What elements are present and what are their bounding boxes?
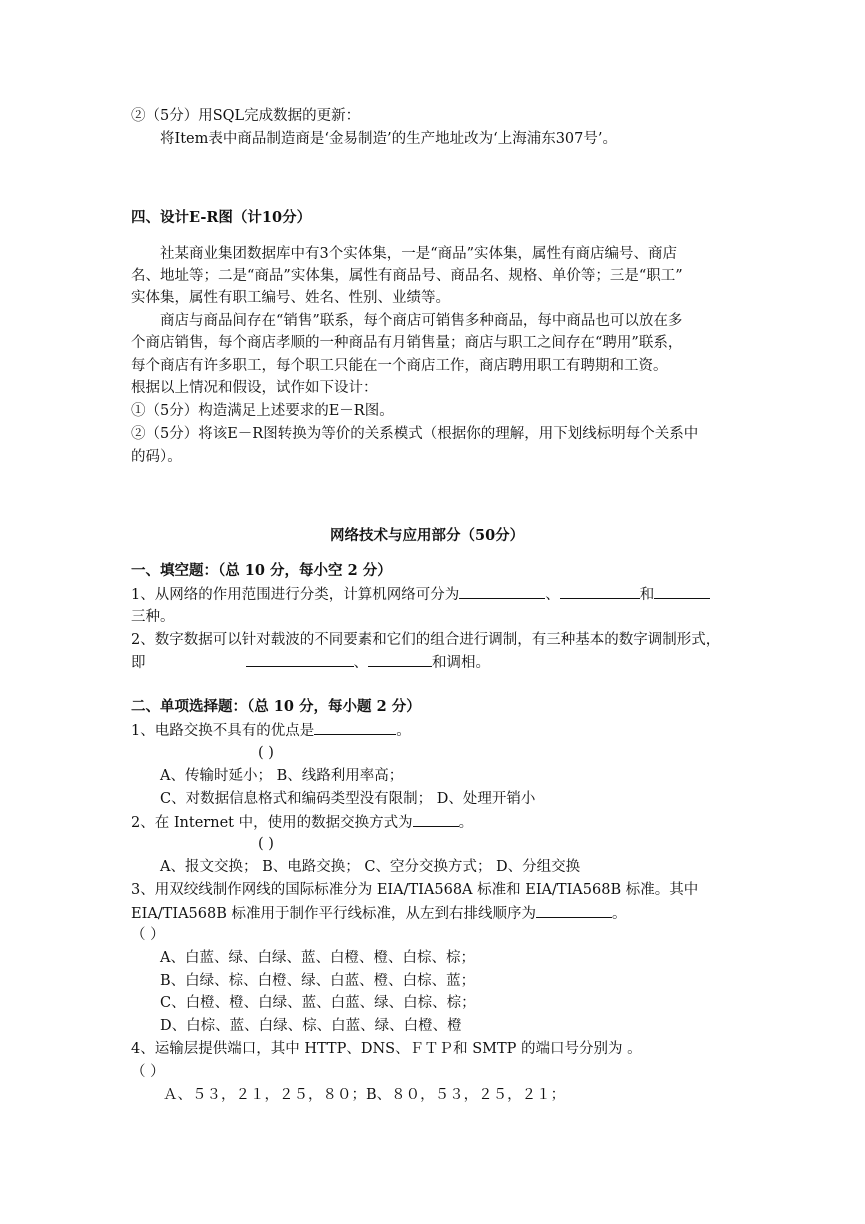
separator-text: 、 xyxy=(545,587,560,603)
answer-blank[interactable] xyxy=(314,720,396,735)
choice-options: A、传输时延小； B、线路利用率高； xyxy=(160,768,404,784)
choice-options: A、报文交换； B、电路交换； C、空分交换方式； D、分组交换 xyxy=(160,859,581,875)
choice-question xyxy=(131,812,473,833)
paragraph-line: 名、地址等；二是“商品”实体集，属性有商品号、商品名、规格、单价等；三是“职工” xyxy=(131,268,683,284)
answer-blank[interactable] xyxy=(560,584,640,599)
fill-question-text: 和调相。 xyxy=(432,655,490,671)
punctuation: 。 xyxy=(458,815,474,831)
answer-blank[interactable] xyxy=(246,652,354,667)
choice-option: D、白棕、蓝、白绿、棕、白蓝、绿、白橙、橙 xyxy=(160,1018,462,1034)
choice-question-text: 2、在 Internet 中，使用的数据交换方式为 xyxy=(131,815,413,831)
choice-question-text: 3、用双绞线制作网线的国际标准分为 EIA/TIA568A 标准和 EIA/TIA568B 标准。其中 xyxy=(131,882,699,898)
section-title: 四、设计E-R图（计10分） xyxy=(131,209,312,226)
paragraph-line: 个商店销售，每个商店孝顺的一种商品有月销售量；商店与职工之间存在“聘用”联系， xyxy=(131,335,683,351)
answer-parentheses[interactable]: ( ) xyxy=(258,836,274,852)
paragraph-line: 实体集，属性有职工编号、姓名、性别、业绩等。 xyxy=(131,290,450,306)
choice-question xyxy=(131,720,411,741)
question-text: 将Item表中商品制造商是‘金易制造’的生产地址改为‘上海浦东307号’。 xyxy=(160,131,617,147)
choice-question xyxy=(131,903,626,924)
answer-blank[interactable] xyxy=(413,812,459,827)
question-text: ②（5分）用SQL完成数据的更新： xyxy=(131,108,361,124)
connector-text: 和 xyxy=(639,587,655,603)
answer-blank[interactable] xyxy=(459,584,545,599)
answer-blank[interactable] xyxy=(368,652,432,667)
fill-question xyxy=(131,652,490,673)
choice-option: C、白橙、橙、白绿、蓝、白蓝、绿、白棕、棕； xyxy=(160,995,476,1011)
choice-option: A、白蓝、绿、白绿、蓝、白橙、橙、白棕、棕； xyxy=(160,950,475,966)
paragraph-line: 社某商业集团数据库中有3个实体集，一是“商品”实体集，属性有商店编号、商店 xyxy=(160,246,678,262)
fill-question-text: 1、从网络的作用范围进行分类，计算机网络可分为 xyxy=(131,587,460,603)
fill-question-text: 三种。 xyxy=(131,609,175,625)
answer-blank[interactable] xyxy=(654,584,710,599)
task-line: ①（5分）构造满足上述要求的E－R图。 xyxy=(131,403,394,419)
task-line: ②（5分）将该E－R图转换为等价的关系模式（根据你的理解，用下划线标明每个关系中 xyxy=(131,426,699,442)
separator-text: 、 xyxy=(353,655,368,671)
paragraph-line: 商店与商品间存在“销售”联系，每个商店可销售多种商品，每中商品也可以放在多 xyxy=(160,313,683,329)
answer-parentheses[interactable]: ( ) xyxy=(258,745,274,761)
fill-question xyxy=(131,584,710,605)
section-title: 二、单项选择题：（总 10 分，每小题 2 分） xyxy=(131,698,421,715)
part-title: 网络技术与应用部分（50分） xyxy=(330,527,525,544)
answer-parentheses[interactable]: （ ） xyxy=(131,1064,165,1080)
punctuation: 。 xyxy=(611,906,627,922)
answer-parentheses[interactable]: （ ） xyxy=(131,927,165,943)
choice-options: Ａ、５３，２１，２５，８０；B、８０，５３，２５，２１； xyxy=(163,1087,566,1103)
answer-blank[interactable] xyxy=(536,903,612,918)
choice-option: B、白绿、棕、白橙、绿、白蓝、橙、白棕、蓝； xyxy=(160,973,476,989)
choice-question-text: 4、运输层提供端口，其中 HTTP、DNS、ＦＴＰ和 SMTP 的端口号分别为 。 xyxy=(131,1041,642,1057)
choice-options: C、对数据信息格式和编码类型没有限制； D、处理开销小 xyxy=(160,791,536,807)
task-line: 的码）。 xyxy=(131,449,182,465)
punctuation: 。 xyxy=(396,723,411,739)
choice-question-text: 1、电路交换不具有的优点是 xyxy=(131,723,315,739)
section-title: 一、填空题：（总 10 分，每小空 2 分） xyxy=(131,562,392,579)
paragraph-line: 每个商店有许多职工，每个职工只能在一个商店工作，商店聘用职工有聘期和工资。 xyxy=(131,358,668,374)
paragraph-line: 根据以上情况和假设，试作如下设计： xyxy=(131,380,378,396)
choice-question-text: EIA/TIA568B 标准用于制作平行线标准，从左到右排线顺序为 xyxy=(131,906,536,922)
fill-question-text: 即 xyxy=(131,655,146,671)
fill-question-text: 2、数字数据可以针对载波的不同要素和它们的组合进行调制，有三种基本的数字调制形式， xyxy=(131,632,721,648)
